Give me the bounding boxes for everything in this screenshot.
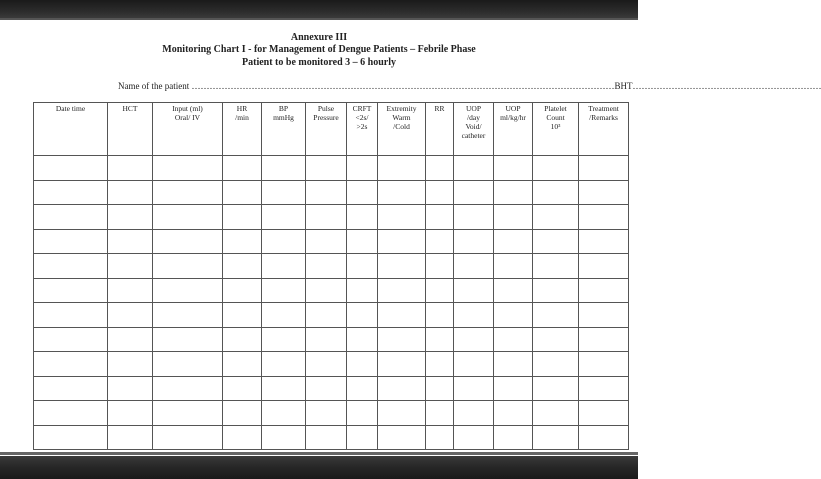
column-header-input	[153, 103, 223, 156]
column-header-line: 10³	[550, 122, 561, 131]
column-header-bp	[262, 103, 306, 156]
cell-rr[interactable]	[426, 425, 454, 450]
cell-crft[interactable]	[347, 156, 378, 181]
cell-hct[interactable]	[108, 180, 153, 205]
table-row	[34, 327, 629, 352]
table-row	[34, 180, 629, 205]
cell-treatment[interactable]	[579, 205, 629, 230]
column-header-uop-kg	[494, 103, 533, 156]
table-row	[34, 376, 629, 401]
column-header-line: ml/kg/hr	[500, 113, 526, 122]
cell-hr[interactable]	[223, 205, 262, 230]
cell-uop-kg[interactable]	[494, 278, 533, 303]
cell-treatment[interactable]	[579, 376, 629, 401]
cell-input[interactable]	[153, 376, 223, 401]
cell-rr[interactable]	[426, 180, 454, 205]
cell-hct[interactable]	[108, 229, 153, 254]
cell-date-time[interactable]	[34, 376, 108, 401]
cell-input[interactable]	[153, 229, 223, 254]
cell-uop-kg[interactable]	[494, 180, 533, 205]
cell-platelet[interactable]	[533, 352, 579, 377]
column-header-treatment	[579, 103, 629, 156]
column-header-line: /Remarks	[589, 113, 618, 122]
cell-input[interactable]	[153, 254, 223, 279]
table-row	[34, 303, 629, 328]
cell-pulse-pressure[interactable]	[306, 352, 347, 377]
cell-uop-day[interactable]	[454, 254, 494, 279]
cell-pulse-pressure[interactable]	[306, 303, 347, 328]
cell-date-time[interactable]	[34, 401, 108, 426]
cell-rr[interactable]	[426, 352, 454, 377]
cell-platelet[interactable]	[533, 425, 579, 450]
cell-uop-kg[interactable]	[494, 352, 533, 377]
cell-rr[interactable]	[426, 254, 454, 279]
column-header-uop-day	[454, 103, 494, 156]
patient-name-line	[118, 81, 821, 91]
cell-hct[interactable]	[108, 278, 153, 303]
cell-uop-day[interactable]	[454, 229, 494, 254]
cell-treatment[interactable]	[579, 180, 629, 205]
bottom-decorative-bar	[0, 456, 638, 479]
column-header-line: /Cold	[393, 122, 410, 131]
column-header-line: RR	[434, 104, 445, 113]
cell-input[interactable]	[153, 303, 223, 328]
cell-platelet[interactable]	[533, 327, 579, 352]
cell-pulse-pressure[interactable]	[306, 401, 347, 426]
table-row	[34, 229, 629, 254]
column-header-line: HR	[236, 104, 248, 113]
cell-treatment[interactable]	[579, 303, 629, 328]
cell-bp[interactable]	[262, 401, 306, 426]
column-header-line: UOP	[505, 104, 521, 113]
cell-extremity[interactable]	[378, 229, 426, 254]
cell-platelet[interactable]	[533, 254, 579, 279]
column-header-platelet	[533, 103, 579, 156]
cell-uop-kg[interactable]	[494, 401, 533, 426]
cell-uop-day[interactable]	[454, 425, 494, 450]
cell-bp[interactable]	[262, 254, 306, 279]
cell-bp[interactable]	[262, 156, 306, 181]
cell-treatment[interactable]	[579, 254, 629, 279]
cell-input[interactable]	[153, 156, 223, 181]
cell-date-time[interactable]	[34, 352, 108, 377]
cell-crft[interactable]	[347, 254, 378, 279]
cell-uop-kg[interactable]	[494, 425, 533, 450]
column-header-line: Treatment	[588, 104, 619, 113]
cell-uop-kg[interactable]	[494, 254, 533, 279]
cell-hct[interactable]	[108, 303, 153, 328]
cell-treatment[interactable]	[579, 401, 629, 426]
column-header-rr	[426, 103, 454, 156]
patient-name-blank[interactable]: ……………………………………………………………………………………………………………………………	[191, 81, 615, 91]
cell-crft[interactable]	[347, 303, 378, 328]
cell-pulse-pressure[interactable]	[306, 278, 347, 303]
cell-extremity[interactable]	[378, 352, 426, 377]
cell-hr[interactable]	[223, 278, 262, 303]
column-header-line: Oral/ IV	[174, 113, 201, 122]
cell-treatment[interactable]	[579, 425, 629, 450]
table-row	[34, 425, 629, 450]
cell-rr[interactable]	[426, 278, 454, 303]
cell-crft[interactable]	[347, 425, 378, 450]
column-header-line: <2s/	[355, 113, 369, 122]
cell-treatment[interactable]	[579, 278, 629, 303]
cell-treatment[interactable]	[579, 352, 629, 377]
cell-crft[interactable]	[347, 229, 378, 254]
cell-crft[interactable]	[347, 352, 378, 377]
cell-platelet[interactable]	[533, 229, 579, 254]
column-header-line: /min	[235, 113, 249, 122]
cell-extremity[interactable]	[378, 180, 426, 205]
cell-bp[interactable]	[262, 278, 306, 303]
cell-uop-kg[interactable]	[494, 327, 533, 352]
cell-date-time[interactable]	[34, 327, 108, 352]
cell-hr[interactable]	[223, 254, 262, 279]
cell-hr[interactable]	[223, 156, 262, 181]
cell-date-time[interactable]	[34, 229, 108, 254]
cell-hct[interactable]	[108, 425, 153, 450]
cell-pulse-pressure[interactable]	[306, 327, 347, 352]
cell-input[interactable]	[153, 352, 223, 377]
column-header-line: >2s	[356, 122, 368, 131]
column-header-line: Date time	[55, 104, 86, 113]
cell-date-time[interactable]	[34, 303, 108, 328]
cell-hct[interactable]	[108, 156, 153, 181]
cell-treatment[interactable]	[579, 229, 629, 254]
cell-extremity[interactable]	[378, 327, 426, 352]
cell-bp[interactable]	[262, 229, 306, 254]
column-header-extremity	[378, 103, 426, 156]
cell-uop-day[interactable]	[454, 278, 494, 303]
cell-rr[interactable]	[426, 205, 454, 230]
column-header-crft	[347, 103, 378, 156]
cell-hct[interactable]	[108, 401, 153, 426]
cell-uop-kg[interactable]	[494, 156, 533, 181]
cell-crft[interactable]	[347, 401, 378, 426]
table-row	[34, 156, 629, 181]
top-decorative-bar	[0, 0, 638, 20]
cell-uop-day[interactable]	[454, 205, 494, 230]
cell-pulse-pressure[interactable]	[306, 229, 347, 254]
cell-hct[interactable]	[108, 205, 153, 230]
cell-bp[interactable]	[262, 352, 306, 377]
column-header-line: Pressure	[313, 113, 339, 122]
cell-pulse-pressure[interactable]	[306, 376, 347, 401]
cell-extremity[interactable]	[378, 254, 426, 279]
column-header-line: /day	[467, 113, 480, 122]
cell-bp[interactable]	[262, 303, 306, 328]
cell-treatment[interactable]	[579, 327, 629, 352]
cell-date-time[interactable]	[34, 254, 108, 279]
column-header-line: UOP	[465, 104, 481, 113]
cell-crft[interactable]	[347, 376, 378, 401]
cell-bp[interactable]	[262, 205, 306, 230]
cell-input[interactable]	[153, 401, 223, 426]
column-header-date-time	[34, 103, 108, 156]
cell-rr[interactable]	[426, 327, 454, 352]
cell-date-time[interactable]	[34, 180, 108, 205]
cell-hr[interactable]	[223, 376, 262, 401]
cell-uop-kg[interactable]	[494, 229, 533, 254]
cell-bp[interactable]	[262, 327, 306, 352]
cell-platelet[interactable]	[533, 205, 579, 230]
column-header-pulse-pressure	[306, 103, 347, 156]
header-row	[34, 103, 629, 156]
column-header-line: mmHg	[273, 113, 294, 122]
cell-extremity[interactable]	[378, 401, 426, 426]
column-header-line: CRFT	[352, 104, 372, 113]
table-row	[34, 401, 629, 426]
cell-input[interactable]	[153, 327, 223, 352]
cell-rr[interactable]	[426, 376, 454, 401]
cell-rr[interactable]	[426, 303, 454, 328]
cell-pulse-pressure[interactable]	[306, 156, 347, 181]
cell-pulse-pressure[interactable]	[306, 205, 347, 230]
table-header	[34, 103, 629, 156]
table-row	[34, 278, 629, 303]
cell-crft[interactable]	[347, 278, 378, 303]
column-header-line: Void/	[465, 122, 482, 131]
column-header-line: HCT	[122, 104, 138, 113]
cell-input[interactable]	[153, 278, 223, 303]
cell-platelet[interactable]	[533, 156, 579, 181]
cell-rr[interactable]	[426, 229, 454, 254]
cell-date-time[interactable]	[34, 156, 108, 181]
cell-treatment[interactable]	[579, 156, 629, 181]
bht-blank[interactable]: ………………………………………………………	[632, 81, 821, 91]
cell-platelet[interactable]	[533, 303, 579, 328]
cell-extremity[interactable]	[378, 156, 426, 181]
cell-input[interactable]	[153, 180, 223, 205]
table-row	[34, 254, 629, 279]
cell-platelet[interactable]	[533, 278, 579, 303]
column-header-line: Pulse	[317, 104, 335, 113]
cell-uop-day[interactable]	[454, 180, 494, 205]
chart-subtitle: Patient to be monitored 3 – 6 hourly	[242, 57, 396, 68]
column-header-hct	[108, 103, 153, 156]
cell-hr[interactable]	[223, 401, 262, 426]
cell-extremity[interactable]	[378, 425, 426, 450]
column-header-line: Platelet	[544, 104, 567, 113]
bottom-divider-line	[0, 452, 638, 455]
cell-uop-kg[interactable]	[494, 303, 533, 328]
cell-pulse-pressure[interactable]	[306, 425, 347, 450]
cell-hr[interactable]	[223, 327, 262, 352]
column-header-line: Input (ml)	[172, 104, 203, 113]
annexure-heading: Annexure III	[290, 32, 348, 43]
cell-rr[interactable]	[426, 156, 454, 181]
cell-hct[interactable]	[108, 376, 153, 401]
column-header-line: Extremity	[386, 104, 417, 113]
cell-crft[interactable]	[347, 180, 378, 205]
column-header-line: catheter	[461, 131, 486, 140]
monitoring-table	[33, 102, 629, 450]
cell-bp[interactable]	[262, 425, 306, 450]
cell-hr[interactable]	[223, 352, 262, 377]
cell-date-time[interactable]	[34, 205, 108, 230]
cell-date-time[interactable]	[34, 425, 108, 450]
cell-uop-kg[interactable]	[494, 205, 533, 230]
cell-hct[interactable]	[108, 352, 153, 377]
cell-uop-day[interactable]	[454, 303, 494, 328]
cell-input[interactable]	[153, 425, 223, 450]
cell-hr[interactable]	[223, 425, 262, 450]
cell-uop-day[interactable]	[454, 327, 494, 352]
column-header-line: Count	[546, 113, 565, 122]
bht-label: BHT	[614, 81, 633, 91]
cell-uop-day[interactable]	[454, 376, 494, 401]
cell-hct[interactable]	[108, 327, 153, 352]
cell-uop-kg[interactable]	[494, 376, 533, 401]
table-row	[34, 352, 629, 377]
cell-pulse-pressure[interactable]	[306, 254, 347, 279]
cell-crft[interactable]	[347, 205, 378, 230]
cell-platelet[interactable]	[533, 401, 579, 426]
column-header-line: BP	[278, 104, 289, 113]
cell-input[interactable]	[153, 205, 223, 230]
table-body	[34, 156, 629, 450]
table-row	[34, 205, 629, 230]
cell-uop-day[interactable]	[454, 156, 494, 181]
cell-uop-day[interactable]	[454, 401, 494, 426]
cell-extremity[interactable]	[378, 303, 426, 328]
cell-extremity[interactable]	[378, 376, 426, 401]
cell-crft[interactable]	[347, 327, 378, 352]
cell-pulse-pressure[interactable]	[306, 180, 347, 205]
cell-hr[interactable]	[223, 180, 262, 205]
patient-name-label: Name of the patient	[118, 81, 190, 91]
cell-uop-day[interactable]	[454, 352, 494, 377]
cell-hr[interactable]	[223, 303, 262, 328]
cell-hct[interactable]	[108, 254, 153, 279]
cell-platelet[interactable]	[533, 180, 579, 205]
cell-extremity[interactable]	[378, 278, 426, 303]
chart-title: Monitoring Chart I - for Management of Dengue Patients – Febrile Phase	[162, 44, 476, 55]
cell-extremity[interactable]	[378, 205, 426, 230]
cell-bp[interactable]	[262, 376, 306, 401]
column-header-hr	[223, 103, 262, 156]
cell-rr[interactable]	[426, 401, 454, 426]
cell-platelet[interactable]	[533, 376, 579, 401]
cell-hr[interactable]	[223, 229, 262, 254]
cell-date-time[interactable]	[34, 278, 108, 303]
cell-bp[interactable]	[262, 180, 306, 205]
column-header-line: Warm	[392, 113, 411, 122]
